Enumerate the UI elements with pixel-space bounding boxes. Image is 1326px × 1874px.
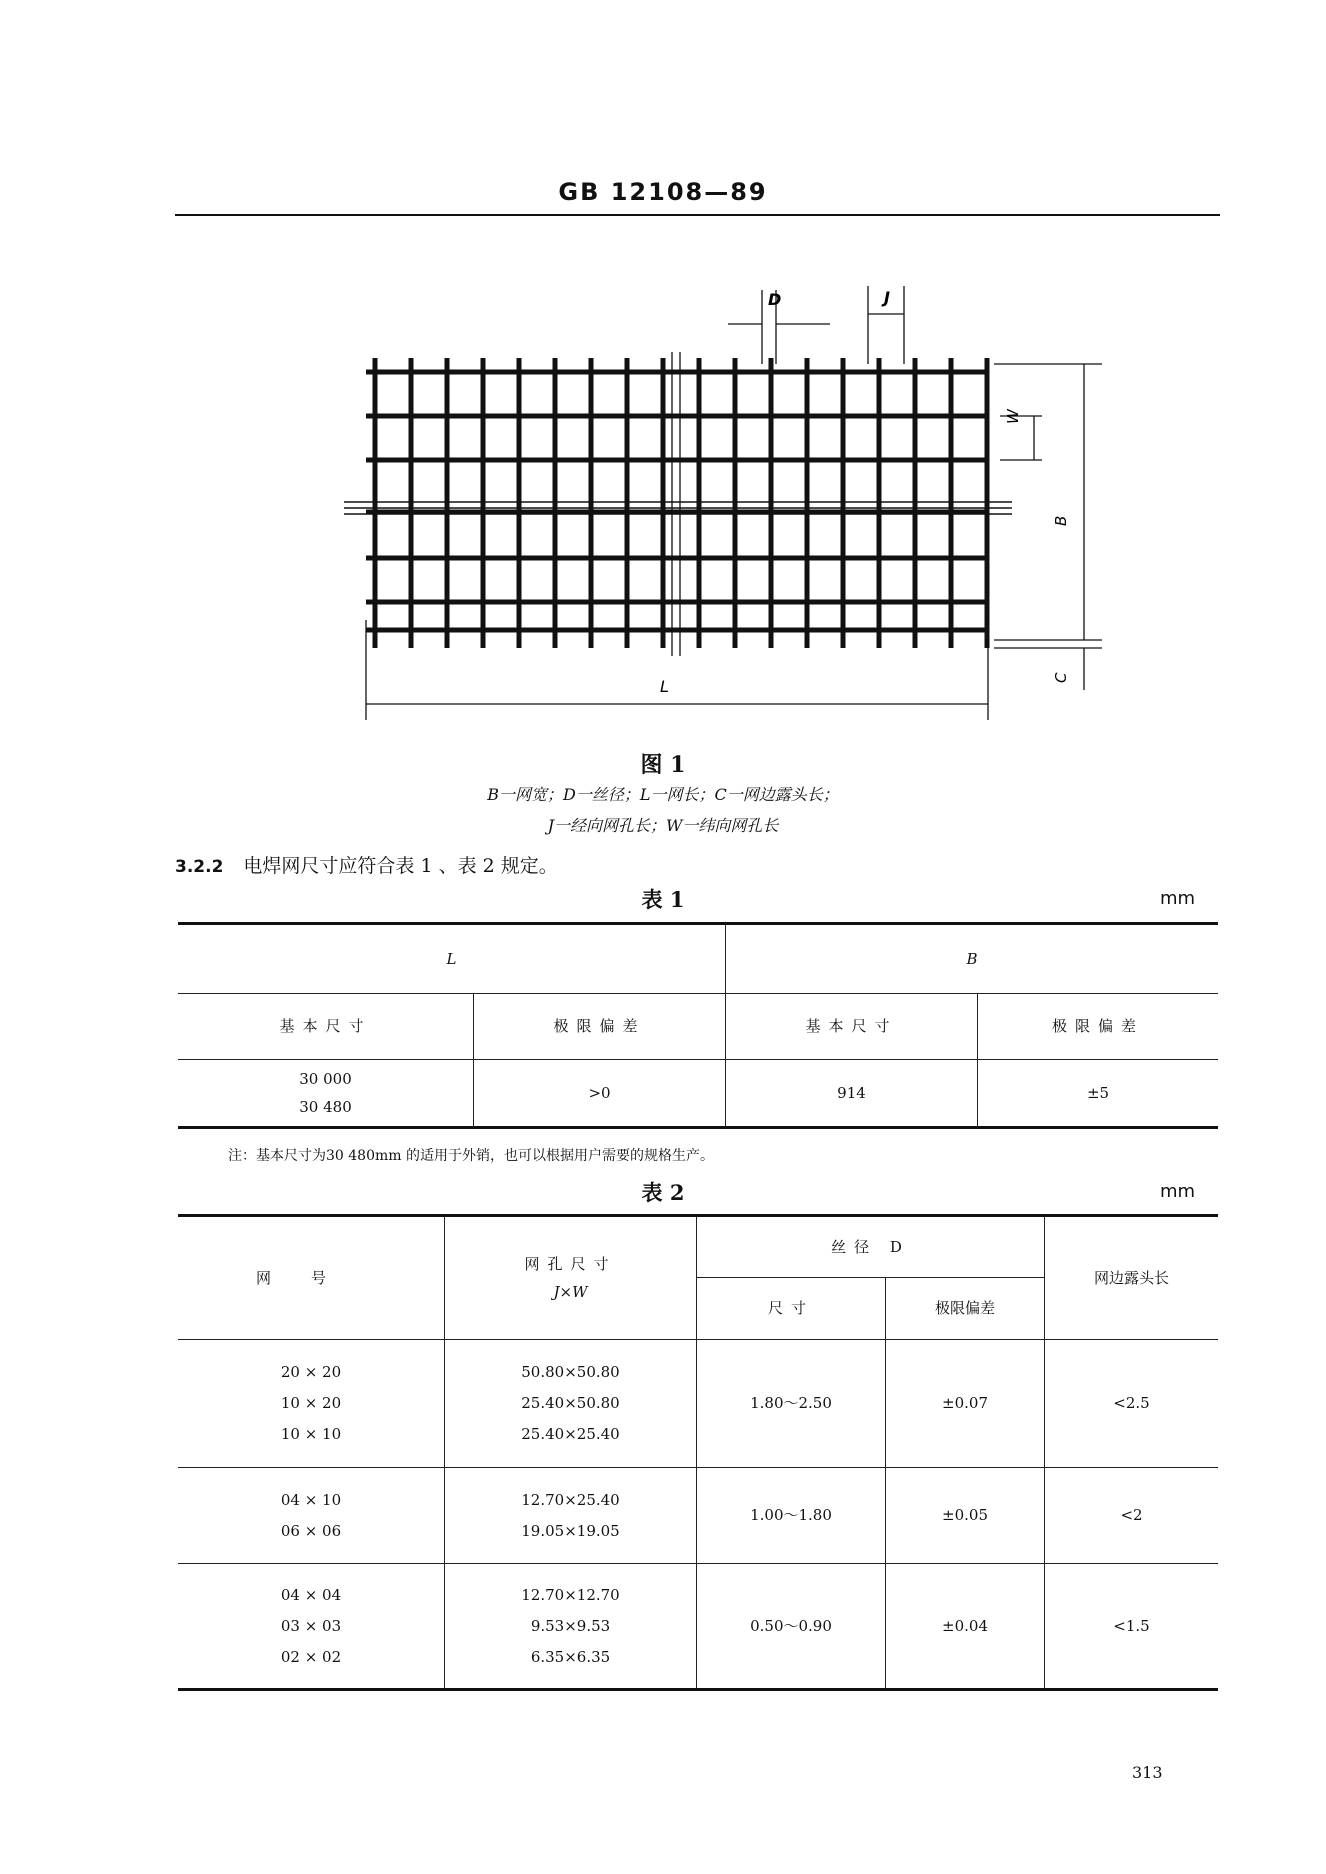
wire-size: 1.00～1.80 [697,1468,886,1564]
table-row [178,1564,1218,1690]
table1-header-B-deviation: 极限偏差 [978,994,1219,1060]
table2-unit: mm [1160,1181,1196,1202]
table2-hole-cell [445,1564,697,1690]
edge-length: <1.5 [1045,1564,1219,1690]
table1-L-deviation: >0 [474,1060,726,1128]
mesh-no: 20 × 20 [280,1363,342,1381]
table1-header-B-basic: 基本尺寸 [726,994,978,1060]
mesh-no: 10 × 20 [280,1394,342,1412]
label-W: W [1004,409,1022,424]
wire-deviation: ±0.07 [886,1340,1045,1468]
mesh-no: 03 × 03 [280,1616,342,1635]
edge-length: <2.5 [1045,1340,1219,1468]
table2-title: 表 2 [641,1180,685,1205]
table2-header-hole-size [445,1216,697,1340]
header-rule [175,214,1220,216]
table2-header-wire-deviation: 极限偏差 [886,1278,1045,1340]
page-number: 313 [1132,1763,1163,1782]
table2-header-mesh-no: 网号 [178,1216,445,1340]
hole-size: 6.35×6.35 [530,1647,611,1666]
mesh-figure [330,280,1110,740]
label-D: D [768,290,782,309]
label-B: B [1052,515,1070,526]
hole-size: 19.05×19.05 [521,1521,620,1540]
mesh-grid [344,352,1012,656]
table1-L-basic [178,1060,474,1128]
table2-header-wire-size: 尺寸 [697,1278,886,1340]
table1-header-L-basic: 基本尺寸 [178,994,474,1060]
table1-group-L: L [178,924,726,994]
table2-header-hole-size-sub: J×W [553,1283,588,1301]
hole-size: 12.70×12.70 [521,1585,620,1604]
figure-caption: 图 1 [640,752,686,778]
table1-unit: mm [1160,888,1196,909]
mesh-no: 04 × 10 [280,1490,342,1509]
clause-3-2-2 [175,851,558,878]
hole-size: 25.40×50.80 [521,1394,620,1412]
figure-legend-line-1: B一网宽；D一丝径；L一网长；C一网边露头长； [487,785,839,804]
label-L: L [660,677,669,696]
label-J: J [884,288,890,307]
table2-mesh-cell [178,1468,445,1564]
hole-size: 9.53×9.53 [530,1616,611,1635]
table1-title: 表 1 [641,887,685,912]
table1-B-basic: 914 [726,1060,978,1128]
table2-header-edge: 网边露头长 [1045,1216,1219,1340]
wire-deviation: ±0.05 [886,1468,1045,1564]
page-header-title: GB 12108—89 [558,178,768,206]
clause-text: 电焊网尺寸应符合表 1 、表 2 规定。 [243,855,558,877]
mesh-no: 04 × 04 [280,1585,342,1604]
figure-legend-line-2: J一经向网孔长；W一纬向网孔长 [547,816,779,835]
label-C: C [1052,672,1070,683]
table2-header-hole-size-label: 网孔尺寸 [524,1255,617,1273]
wire-deviation: ±0.04 [886,1564,1045,1690]
hole-size: 50.80×50.80 [521,1363,620,1381]
hole-size: 25.40×25.40 [521,1425,620,1443]
table2-header-wire: 丝径 D [697,1216,1045,1278]
table1-L-basic-1: 30 000 [299,1070,352,1088]
table1-B-deviation: ±5 [978,1060,1219,1128]
mesh-no: 10 × 10 [280,1425,342,1443]
table2-hole-cell [445,1468,697,1564]
table-row [178,1468,1218,1564]
table1-note: 注：基本尺寸为30 480mm 的适用于外销，也可以根据用户需要的规格生产。 [228,1148,714,1164]
table2-mesh-cell [178,1340,445,1468]
table2-mesh-cell [178,1564,445,1690]
table1-header-L-deviation: 极限偏差 [474,994,726,1060]
table1-group-B: B [726,924,1219,994]
table-1 [178,922,1218,1129]
clause-number: 3.2.2 [175,857,224,877]
wire-size: 0.50～0.90 [697,1564,886,1690]
table-row [178,1340,1218,1468]
table1-L-basic-2: 30 480 [299,1098,352,1116]
wire-size: 1.80～2.50 [697,1340,886,1468]
mesh-no: 02 × 02 [280,1647,342,1666]
hole-size: 12.70×25.40 [521,1490,620,1509]
edge-length: <2 [1045,1468,1219,1564]
mesh-no: 06 × 06 [280,1521,342,1540]
table2-hole-cell [445,1340,697,1468]
table-2 [178,1214,1218,1691]
